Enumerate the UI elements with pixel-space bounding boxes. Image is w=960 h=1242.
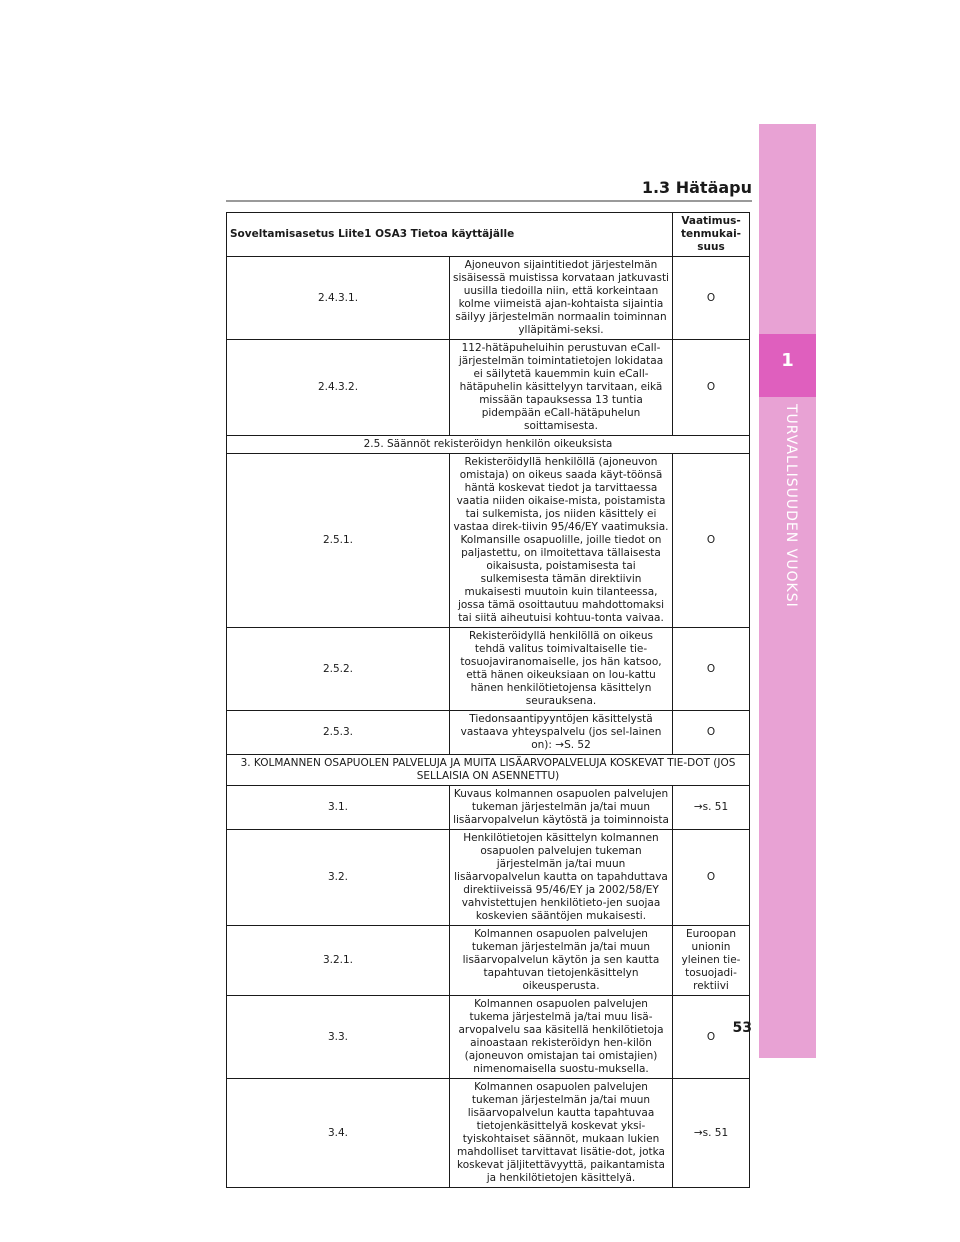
table-row: [227, 711, 750, 755]
item-number: 3.1.: [227, 786, 450, 830]
item-description: Kolmannen osapuolen palvelujen tukeman järjestelmän ja/tai muun lisäarvopalvelun kautta tapahtuvaa tietojenkäsittelyä koskevat yksi-tyiskohtaiset säännöt, mukaan lukien mahdolliset tarvittavat lisätie-dot, jotka koskevat jäljitettävyyttä, paikantamista ja henkilötietojen käsittelyä.: [450, 1079, 673, 1188]
section-divider: [226, 200, 752, 202]
item-description: Kolmannen osapuolen palvelujen tukeman järjestelmän ja/tai muun lisäarvopalvelun käytön ja sen kautta tapahtuvan tietojenkäsittelyn oikeusperusta.: [450, 926, 673, 996]
table-body: [227, 257, 750, 1188]
item-requirement: O: [673, 830, 750, 926]
item-requirement: O: [673, 628, 750, 711]
table-header-row: [227, 213, 750, 257]
item-number: 3.2.: [227, 830, 450, 926]
item-number: 2.4.3.2.: [227, 340, 450, 436]
table-section-heading: 2.5. Säännöt rekisteröidyn henkilön oikeuksista: [227, 436, 750, 454]
item-number: 3.4.: [227, 1079, 450, 1188]
item-number: 3.3.: [227, 996, 450, 1079]
table-row: [227, 996, 750, 1079]
item-requirement: O: [673, 257, 750, 340]
table-section-heading: 3. KOLMANNEN OSAPUOLEN PALVELUJA JA MUITA LISÄARVOPALVELUJA KOSKEVAT TIE-DOT (JOS SELLAISIA ON ASENNETTU): [227, 755, 750, 786]
table-row: [227, 926, 750, 996]
item-description: 112-hätäpuheluihin perustuvan eCall-järjestelmän toimintatietojen lokidataa ei säilytetä kauemmin kuin eCall-hätäpuhelin käsittelyyn tarvitaan, eikä missään tapauksessa 13 tuntia pidempään eCall-hätäpuhelun soittamisesta.: [450, 340, 673, 436]
requirements-table: [226, 212, 750, 1188]
table-row: [227, 628, 750, 711]
table-row: [227, 1079, 750, 1188]
item-description: Kolmannen osapuolen palvelujen tukema järjestelmä ja/tai muu lisä-arvopalvelu saa käsitellä henkilötietoja ainoastaan rekisteröidyn hen-kilön (ajoneuvon omistajan tai omistajien) nimenomaisella suostu-muksella.: [450, 996, 673, 1079]
table-section-row: [227, 436, 750, 454]
item-description: Kuvaus kolmannen osapuolen palvelujen tukeman järjestelmän ja/tai muun lisäarvopalvelun käytöstä ja toiminnoista: [450, 786, 673, 830]
table-row: [227, 340, 750, 436]
item-requirement: →s. 51: [673, 1079, 750, 1188]
item-description: Tiedonsaantipyyntöjen käsittelystä vastaava yhteyspalvelu (jos sel-lainen on): →S. 52: [450, 711, 673, 755]
table-header-requirement: Vaatimus-tenmukai-suus: [673, 213, 750, 257]
item-requirement: O: [673, 340, 750, 436]
item-requirement: O: [673, 454, 750, 628]
table-row: [227, 830, 750, 926]
item-number: 2.5.2.: [227, 628, 450, 711]
table-header-title: Soveltamisasetus Liite1 OSA3 Tietoa käyttäjälle: [227, 213, 673, 257]
item-requirement: O: [673, 711, 750, 755]
item-requirement: Euroopan unionin yleinen tie-tosuojadi-rektiivi: [673, 926, 750, 996]
section-title: 1.3 Hätäapu: [641, 178, 752, 197]
page-number: 53: [732, 1020, 752, 1036]
item-requirement: O: [673, 996, 750, 1079]
item-description: Rekisteröidyllä henkilöllä (ajoneuvon omistaja) on oikeus saada käyt-töönsä häntä koskevat tiedot ja tarvittaessa vaatia niiden oikaise-mista, poistamista tai sulkemista, jos niiden käsittely ei vastaa direk-tiivin 95/46/EY vaatimuksia. Kolmansille osapuolille, joille tiedot on paljastettu, on ilmoitettava tällaisesta oikaisusta, poistamisesta tai sulkemisesta tämän direktiivin mukaisesti muutoin kuin tilanteessa, jossa tämä osoittautuu mahdottomaksi tai siitä aiheutuisi kohtuu-tonta vaivaa.: [450, 454, 673, 628]
item-description: Henkilötietojen käsittelyn kolmannen osapuolen palvelujen tukeman järjestelmän ja/tai muun lisäarvopalvelun kautta on tapahduttava direktiiveissä 95/46/EY ja 2002/58/EY vahvistettujen henkilötieto-jen suojaa koskevien sääntöjen mukaisesti.: [450, 830, 673, 926]
item-number: 2.4.3.1.: [227, 257, 450, 340]
item-requirement: →s. 51: [673, 786, 750, 830]
item-number: 2.5.3.: [227, 711, 450, 755]
table-row: [227, 257, 750, 340]
table-row: [227, 786, 750, 830]
item-description: Rekisteröidyllä henkilöllä on oikeus tehdä valitus toimivaltaiselle tie-tosuojaviranomaiselle, jos hän katsoo, että hänen oikeuksiaan on lou-kattu hänen henkilötietojensa käsittelyn seurauksena.: [450, 628, 673, 711]
chapter-number: 1: [781, 350, 794, 371]
chapter-title: TURVALLISUUDEN VUOKSI: [783, 404, 799, 608]
item-number: 3.2.1.: [227, 926, 450, 996]
item-number: 2.5.1.: [227, 454, 450, 628]
item-description: Ajoneuvon sijaintitiedot järjestelmän sisäisessä muistissa korvataan jatkuvasti uusilla tiedoilla niin, että korkeintaan kolme viimeistä ajan-kohtaista sijaintia säilyy järjestelmän normaalin toiminnan ylläpitämi-seksi.: [450, 257, 673, 340]
table-row: [227, 454, 750, 628]
table-section-row: [227, 755, 750, 786]
